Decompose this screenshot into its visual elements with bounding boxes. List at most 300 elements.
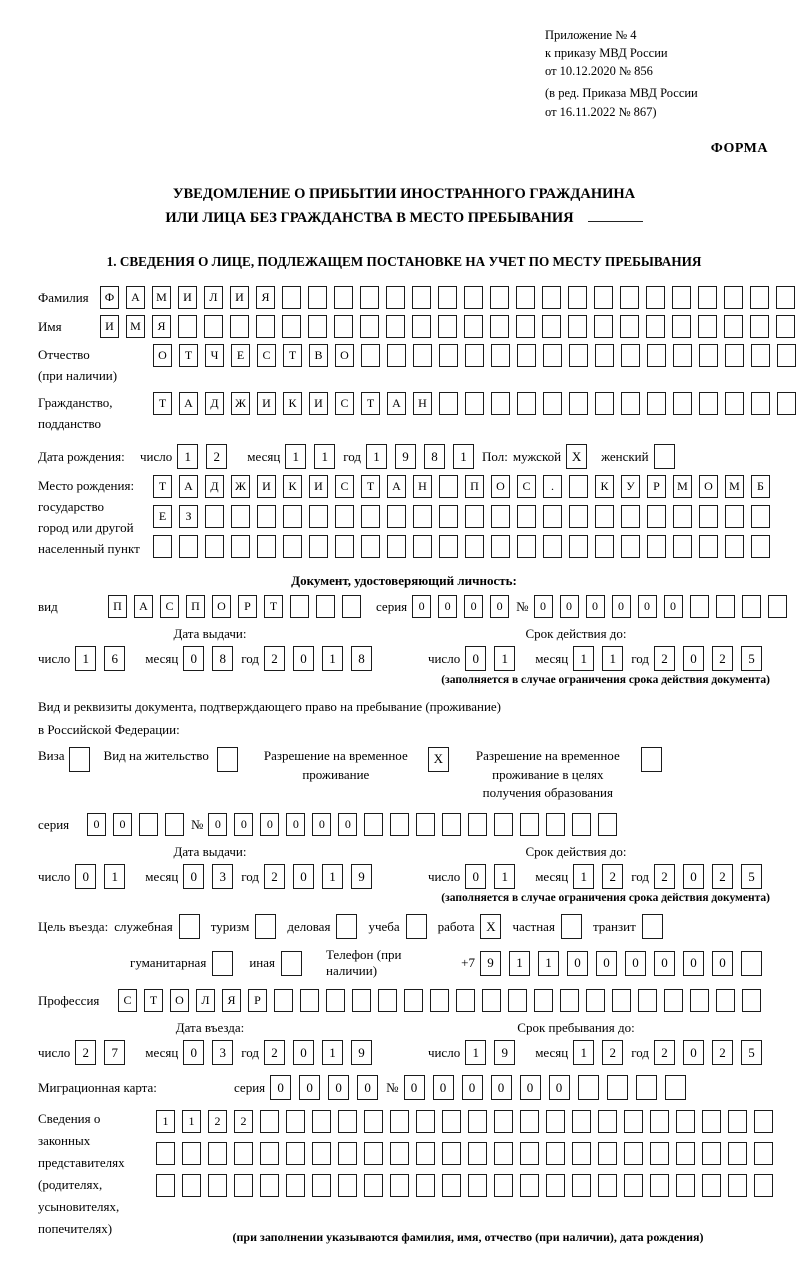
form-cell[interactable] (494, 1142, 513, 1165)
form-cell[interactable]: 9 (480, 951, 501, 976)
form-cell[interactable] (725, 535, 744, 558)
form-cell[interactable]: 1 (573, 864, 594, 889)
form-cell[interactable]: Д (205, 392, 224, 415)
form-cell[interactable] (491, 505, 510, 528)
form-cell[interactable]: 0 (612, 595, 631, 618)
form-cell[interactable] (676, 1110, 695, 1133)
form-cell[interactable]: 1 (465, 1040, 486, 1065)
form-cell[interactable]: 1 (322, 864, 343, 889)
form-cell[interactable]: 3 (212, 1040, 233, 1065)
form-cell[interactable] (282, 286, 301, 309)
form-cell[interactable] (699, 392, 718, 415)
form-cell[interactable] (673, 505, 692, 528)
form-cell[interactable] (534, 989, 553, 1012)
form-cell[interactable]: П (465, 475, 484, 498)
form-cell[interactable]: Ж (231, 475, 250, 498)
form-cell[interactable]: 1 (322, 646, 343, 671)
form-cell[interactable] (624, 1174, 643, 1197)
form-cell[interactable] (260, 1110, 279, 1133)
form-cell[interactable] (364, 1142, 383, 1165)
form-cell[interactable] (361, 505, 380, 528)
form-cell[interactable] (416, 1142, 435, 1165)
form-cell[interactable]: 0 (465, 646, 486, 671)
form-cell[interactable]: Т (361, 392, 380, 415)
form-cell[interactable] (439, 535, 458, 558)
purpose-work-checkbox[interactable]: X (480, 914, 501, 939)
form-cell[interactable] (716, 989, 735, 1012)
form-cell[interactable] (508, 989, 527, 1012)
form-cell[interactable] (282, 315, 301, 338)
form-cell[interactable]: 0 (183, 864, 204, 889)
form-cell[interactable] (650, 1142, 669, 1165)
form-cell[interactable]: 0 (234, 813, 253, 836)
form-cell[interactable] (698, 286, 717, 309)
form-cell[interactable] (352, 989, 371, 1012)
form-cell[interactable] (546, 1174, 565, 1197)
form-cell[interactable]: С (335, 475, 354, 498)
form-cell[interactable]: 0 (357, 1075, 378, 1100)
form-cell[interactable] (750, 286, 769, 309)
gender-female-checkbox[interactable] (654, 444, 675, 469)
form-cell[interactable]: 1 (314, 444, 335, 469)
form-cell[interactable] (204, 315, 223, 338)
form-cell[interactable] (439, 344, 458, 367)
form-cell[interactable] (338, 1110, 357, 1133)
form-cell[interactable] (546, 1110, 565, 1133)
form-cell[interactable] (390, 1110, 409, 1133)
form-cell[interactable]: А (179, 392, 198, 415)
form-cell[interactable] (572, 813, 591, 836)
form-cell[interactable]: А (134, 595, 153, 618)
form-cell[interactable] (387, 505, 406, 528)
form-cell[interactable] (725, 392, 744, 415)
form-cell[interactable]: Т (179, 344, 198, 367)
form-cell[interactable]: Л (204, 286, 223, 309)
form-cell[interactable] (650, 1110, 669, 1133)
form-cell[interactable]: 0 (683, 951, 704, 976)
form-cell[interactable] (728, 1142, 747, 1165)
form-cell[interactable] (230, 315, 249, 338)
form-cell[interactable]: Д (205, 475, 224, 498)
form-cell[interactable]: 2 (712, 864, 733, 889)
form-cell[interactable] (647, 535, 666, 558)
form-cell[interactable] (516, 315, 535, 338)
form-cell[interactable] (326, 989, 345, 1012)
form-cell[interactable]: 1 (285, 444, 306, 469)
form-cell[interactable] (316, 595, 335, 618)
form-cell[interactable] (378, 989, 397, 1012)
form-cell[interactable]: 0 (113, 813, 132, 836)
form-cell[interactable] (257, 505, 276, 528)
form-cell[interactable] (699, 344, 718, 367)
form-cell[interactable]: 2 (264, 864, 285, 889)
form-cell[interactable] (620, 315, 639, 338)
form-cell[interactable]: А (387, 475, 406, 498)
visa-checkbox[interactable] (69, 747, 90, 772)
form-cell[interactable]: 0 (462, 1075, 483, 1100)
form-cell[interactable] (754, 1142, 773, 1165)
form-cell[interactable] (598, 1110, 617, 1133)
form-cell[interactable]: 1 (602, 646, 623, 671)
form-cell[interactable]: 0 (596, 951, 617, 976)
form-cell[interactable] (650, 1174, 669, 1197)
form-cell[interactable]: 0 (438, 595, 457, 618)
form-cell[interactable] (724, 286, 743, 309)
form-cell[interactable] (308, 286, 327, 309)
form-cell[interactable]: 0 (683, 1040, 704, 1065)
form-cell[interactable] (646, 315, 665, 338)
form-cell[interactable]: Н (413, 475, 432, 498)
form-cell[interactable]: 0 (567, 951, 588, 976)
form-cell[interactable]: 2 (264, 646, 285, 671)
form-cell[interactable] (468, 813, 487, 836)
form-cell[interactable] (664, 989, 683, 1012)
form-cell[interactable]: П (108, 595, 127, 618)
form-cell[interactable]: М (673, 475, 692, 498)
form-cell[interactable] (438, 315, 457, 338)
form-cell[interactable] (598, 1142, 617, 1165)
form-cell[interactable]: И (257, 392, 276, 415)
form-cell[interactable] (543, 392, 562, 415)
form-cell[interactable]: 1 (104, 864, 125, 889)
form-cell[interactable] (690, 989, 709, 1012)
form-cell[interactable] (665, 1075, 686, 1100)
form-cell[interactable]: 9 (494, 1040, 515, 1065)
form-cell[interactable] (465, 392, 484, 415)
form-cell[interactable] (517, 505, 536, 528)
form-cell[interactable] (312, 1110, 331, 1133)
form-cell[interactable] (754, 1174, 773, 1197)
form-cell[interactable] (768, 595, 787, 618)
form-cell[interactable] (578, 1075, 599, 1100)
form-cell[interactable] (300, 989, 319, 1012)
form-cell[interactable] (234, 1174, 253, 1197)
form-cell[interactable] (520, 1142, 539, 1165)
form-cell[interactable] (568, 315, 587, 338)
form-cell[interactable] (439, 392, 458, 415)
form-cell[interactable] (560, 989, 579, 1012)
form-cell[interactable] (754, 1110, 773, 1133)
form-cell[interactable]: З (179, 505, 198, 528)
form-cell[interactable]: 0 (293, 646, 314, 671)
form-cell[interactable] (361, 535, 380, 558)
form-cell[interactable] (416, 1110, 435, 1133)
form-cell[interactable] (413, 535, 432, 558)
form-cell[interactable] (416, 1174, 435, 1197)
form-cell[interactable]: О (335, 344, 354, 367)
form-cell[interactable] (672, 315, 691, 338)
form-cell[interactable]: 0 (520, 1075, 541, 1100)
form-cell[interactable]: С (335, 392, 354, 415)
form-cell[interactable] (156, 1142, 175, 1165)
form-cell[interactable]: 0 (664, 595, 683, 618)
form-cell[interactable] (338, 1174, 357, 1197)
form-cell[interactable]: 0 (299, 1075, 320, 1100)
form-cell[interactable]: 0 (465, 864, 486, 889)
form-cell[interactable]: 0 (328, 1075, 349, 1100)
temp-residence-checkbox[interactable]: X (428, 747, 449, 772)
form-cell[interactable]: С (517, 475, 536, 498)
form-cell[interactable] (182, 1142, 201, 1165)
form-cell[interactable] (777, 392, 796, 415)
form-cell[interactable]: 1 (538, 951, 559, 976)
form-cell[interactable] (439, 475, 458, 498)
form-cell[interactable] (673, 392, 692, 415)
form-cell[interactable] (156, 1174, 175, 1197)
form-cell[interactable] (286, 1142, 305, 1165)
form-cell[interactable]: 1 (494, 864, 515, 889)
form-cell[interactable] (728, 1174, 747, 1197)
form-cell[interactable]: О (212, 595, 231, 618)
form-cell[interactable] (260, 1142, 279, 1165)
form-cell[interactable] (569, 505, 588, 528)
form-cell[interactable]: Т (361, 475, 380, 498)
form-cell[interactable] (494, 1174, 513, 1197)
form-cell[interactable] (231, 505, 250, 528)
form-cell[interactable] (364, 813, 383, 836)
form-cell[interactable]: И (230, 286, 249, 309)
form-cell[interactable]: 9 (395, 444, 416, 469)
form-cell[interactable] (699, 505, 718, 528)
form-cell[interactable] (439, 505, 458, 528)
form-cell[interactable]: 8 (212, 646, 233, 671)
form-cell[interactable] (676, 1142, 695, 1165)
form-cell[interactable]: Т (153, 392, 172, 415)
form-cell[interactable] (520, 1174, 539, 1197)
form-cell[interactable]: 0 (183, 646, 204, 671)
form-cell[interactable] (595, 344, 614, 367)
form-cell[interactable]: 0 (654, 951, 675, 976)
form-cell[interactable]: И (309, 475, 328, 498)
form-cell[interactable]: Т (144, 989, 163, 1012)
form-cell[interactable] (364, 1174, 383, 1197)
form-cell[interactable]: Р (647, 475, 666, 498)
form-cell[interactable]: 0 (75, 864, 96, 889)
form-cell[interactable] (490, 286, 509, 309)
form-cell[interactable]: П (186, 595, 205, 618)
form-cell[interactable]: Н (413, 392, 432, 415)
form-cell[interactable] (702, 1110, 721, 1133)
form-cell[interactable] (676, 1174, 695, 1197)
form-cell[interactable] (742, 595, 761, 618)
form-cell[interactable] (777, 344, 796, 367)
form-cell[interactable]: С (160, 595, 179, 618)
temp-residence-edu-checkbox[interactable] (641, 747, 662, 772)
form-cell[interactable] (390, 1142, 409, 1165)
form-cell[interactable]: 0 (638, 595, 657, 618)
form-cell[interactable]: 0 (625, 951, 646, 976)
form-cell[interactable] (442, 1174, 461, 1197)
form-cell[interactable] (572, 1142, 591, 1165)
form-cell[interactable] (494, 1110, 513, 1133)
form-cell[interactable]: Р (248, 989, 267, 1012)
form-cell[interactable] (334, 315, 353, 338)
form-cell[interactable]: 0 (404, 1075, 425, 1100)
form-cell[interactable]: 2 (712, 1040, 733, 1065)
form-cell[interactable] (361, 344, 380, 367)
form-cell[interactable]: 0 (549, 1075, 570, 1100)
form-cell[interactable]: М (152, 286, 171, 309)
form-cell[interactable] (543, 344, 562, 367)
form-cell[interactable] (751, 392, 770, 415)
form-cell[interactable] (725, 344, 744, 367)
form-cell[interactable]: Ж (231, 392, 250, 415)
form-cell[interactable] (390, 813, 409, 836)
form-cell[interactable] (465, 505, 484, 528)
form-cell[interactable] (442, 1142, 461, 1165)
form-cell[interactable] (442, 813, 461, 836)
form-cell[interactable]: 0 (683, 646, 704, 671)
form-cell[interactable] (468, 1110, 487, 1133)
form-cell[interactable] (208, 1174, 227, 1197)
form-cell[interactable] (702, 1174, 721, 1197)
form-cell[interactable] (621, 344, 640, 367)
form-cell[interactable]: 7 (104, 1040, 125, 1065)
form-cell[interactable] (464, 315, 483, 338)
form-cell[interactable]: Я (256, 286, 275, 309)
form-cell[interactable] (690, 595, 709, 618)
form-cell[interactable] (595, 392, 614, 415)
form-cell[interactable]: 5 (741, 864, 762, 889)
form-cell[interactable]: 1 (509, 951, 530, 976)
form-cell[interactable] (517, 535, 536, 558)
form-cell[interactable]: 0 (712, 951, 733, 976)
purpose-humanitarian-checkbox[interactable] (212, 951, 233, 976)
form-cell[interactable]: 0 (683, 864, 704, 889)
form-cell[interactable] (179, 535, 198, 558)
form-cell[interactable]: 1 (75, 646, 96, 671)
purpose-tourism-checkbox[interactable] (255, 914, 276, 939)
form-cell[interactable]: 1 (156, 1110, 175, 1133)
form-cell[interactable]: Ч (205, 344, 224, 367)
form-cell[interactable] (621, 535, 640, 558)
form-cell[interactable] (751, 535, 770, 558)
form-cell[interactable]: 2 (208, 1110, 227, 1133)
form-cell[interactable] (647, 392, 666, 415)
form-cell[interactable]: Е (153, 505, 172, 528)
form-cell[interactable] (594, 286, 613, 309)
form-cell[interactable] (465, 535, 484, 558)
purpose-business-checkbox[interactable] (179, 914, 200, 939)
form-cell[interactable] (260, 1174, 279, 1197)
form-cell[interactable] (546, 813, 565, 836)
form-cell[interactable]: О (153, 344, 172, 367)
form-cell[interactable] (153, 535, 172, 558)
form-cell[interactable]: Л (196, 989, 215, 1012)
form-cell[interactable]: Я (222, 989, 241, 1012)
form-cell[interactable] (286, 1174, 305, 1197)
form-cell[interactable]: 2 (75, 1040, 96, 1065)
form-cell[interactable] (335, 535, 354, 558)
form-cell[interactable] (598, 813, 617, 836)
form-cell[interactable] (750, 315, 769, 338)
form-cell[interactable] (312, 1142, 331, 1165)
form-cell[interactable] (624, 1110, 643, 1133)
form-cell[interactable]: 0 (286, 813, 305, 836)
form-cell[interactable]: Т (264, 595, 283, 618)
form-cell[interactable]: 1 (453, 444, 474, 469)
form-cell[interactable]: 0 (260, 813, 279, 836)
purpose-transit-checkbox[interactable] (642, 914, 663, 939)
form-cell[interactable] (283, 535, 302, 558)
form-cell[interactable]: 1 (573, 1040, 594, 1065)
form-cell[interactable] (741, 951, 762, 976)
form-cell[interactable]: 0 (293, 864, 314, 889)
form-cell[interactable] (290, 595, 309, 618)
form-cell[interactable] (742, 989, 761, 1012)
form-cell[interactable] (387, 535, 406, 558)
form-cell[interactable] (612, 989, 631, 1012)
form-cell[interactable] (716, 595, 735, 618)
form-cell[interactable] (442, 1110, 461, 1133)
form-cell[interactable] (309, 535, 328, 558)
form-cell[interactable] (543, 505, 562, 528)
form-cell[interactable]: Я (152, 315, 171, 338)
form-cell[interactable] (546, 1142, 565, 1165)
form-cell[interactable] (257, 535, 276, 558)
form-cell[interactable] (413, 505, 432, 528)
residence-permit-checkbox[interactable] (217, 747, 238, 772)
form-cell[interactable]: Ф (100, 286, 119, 309)
form-cell[interactable] (647, 344, 666, 367)
form-cell[interactable] (178, 315, 197, 338)
form-cell[interactable]: 1 (366, 444, 387, 469)
form-cell[interactable] (728, 1110, 747, 1133)
form-cell[interactable] (724, 315, 743, 338)
form-cell[interactable] (256, 315, 275, 338)
form-cell[interactable]: К (283, 392, 302, 415)
form-cell[interactable]: 1 (177, 444, 198, 469)
form-cell[interactable] (491, 392, 510, 415)
form-cell[interactable] (416, 813, 435, 836)
form-cell[interactable]: О (699, 475, 718, 498)
form-cell[interactable]: А (126, 286, 145, 309)
form-cell[interactable] (139, 813, 158, 836)
form-cell[interactable]: 1 (573, 646, 594, 671)
form-cell[interactable]: 0 (534, 595, 553, 618)
form-cell[interactable] (621, 392, 640, 415)
form-cell[interactable]: 2 (654, 1040, 675, 1065)
form-cell[interactable] (360, 315, 379, 338)
form-cell[interactable] (464, 286, 483, 309)
form-cell[interactable] (698, 315, 717, 338)
form-cell[interactable]: И (257, 475, 276, 498)
purpose-study-checkbox[interactable] (406, 914, 427, 939)
form-cell[interactable]: 2 (234, 1110, 253, 1133)
form-cell[interactable] (621, 505, 640, 528)
form-cell[interactable] (208, 1142, 227, 1165)
form-cell[interactable]: 0 (338, 813, 357, 836)
form-cell[interactable] (647, 505, 666, 528)
form-cell[interactable] (386, 286, 405, 309)
form-cell[interactable] (636, 1075, 657, 1100)
form-cell[interactable] (638, 989, 657, 1012)
form-cell[interactable] (465, 344, 484, 367)
form-cell[interactable]: 0 (312, 813, 331, 836)
purpose-other-checkbox[interactable] (281, 951, 302, 976)
form-cell[interactable]: 5 (741, 646, 762, 671)
form-cell[interactable] (205, 505, 224, 528)
form-cell[interactable]: 9 (351, 864, 372, 889)
form-cell[interactable]: 2 (654, 646, 675, 671)
form-cell[interactable] (182, 1174, 201, 1197)
form-cell[interactable]: 0 (491, 1075, 512, 1100)
form-cell[interactable]: 2 (264, 1040, 285, 1065)
form-cell[interactable]: Т (283, 344, 302, 367)
form-cell[interactable] (520, 1110, 539, 1133)
form-cell[interactable] (673, 535, 692, 558)
form-cell[interactable]: 1 (322, 1040, 343, 1065)
